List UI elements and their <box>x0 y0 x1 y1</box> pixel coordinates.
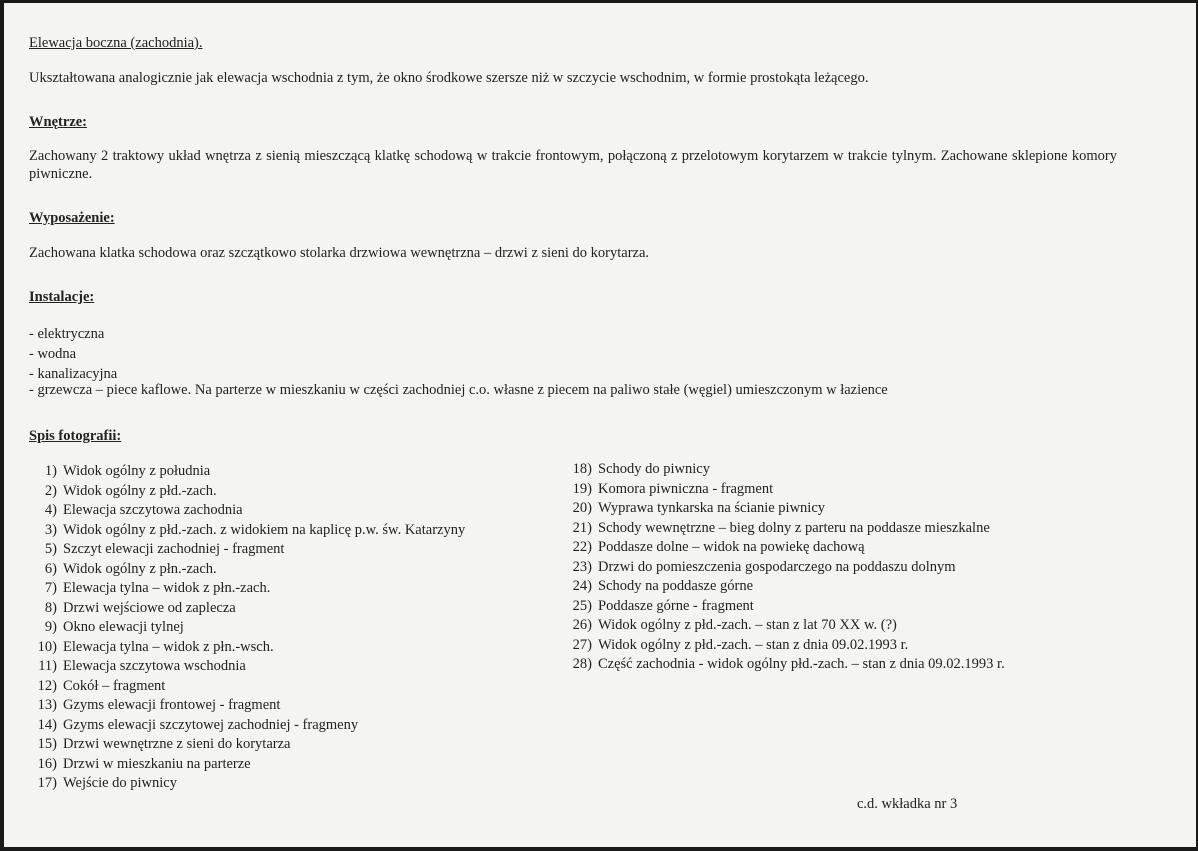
photo-list-item <box>560 480 1005 500</box>
photo-list-item <box>560 558 1005 578</box>
photo-list-item <box>30 774 465 794</box>
photo-caption: Część zachodnia - widok ogólny płd.-zach. – stan z dnia 09.02.1993 r. <box>598 656 1005 672</box>
photo-caption: Schody na poddasze górne <box>598 578 754 594</box>
photo-number: 17) <box>37 775 57 791</box>
photo-number: 22) <box>572 539 592 555</box>
photo-number: 20) <box>572 500 592 516</box>
photo-list-item <box>560 538 1005 558</box>
photo-caption: Elewacja szczytowa zachodnia <box>63 502 243 518</box>
photo-number: 27) <box>572 636 592 653</box>
photo-number: 8) <box>44 599 57 616</box>
photo-number: 25) <box>572 597 592 614</box>
installations-heading: Instalacje: <box>29 289 95 305</box>
photos-heading: Spis fotografii: <box>29 428 122 444</box>
photo-list-item <box>30 560 465 580</box>
photo-number: 15) <box>37 736 57 752</box>
photo-list-item <box>30 482 465 502</box>
photo-caption: Okno elewacji tylnej <box>63 619 184 635</box>
photo-list-item <box>560 577 1005 597</box>
photo-caption: Wejście do piwnicy <box>63 775 177 791</box>
photo-list-item <box>30 462 465 482</box>
photo-caption: Poddasze dolne – widok na powiekę dachową <box>598 539 865 555</box>
photo-caption: Elewacja szczytowa wschodnia <box>63 658 246 674</box>
photo-number: 3) <box>44 521 57 538</box>
equipment-description: Zachowana klatka schodowa oraz szczątkowo stolarka drzwiowa wewnętrzna – drzwi z sieni do korytarza. <box>29 245 650 261</box>
photo-number: 26) <box>572 617 592 633</box>
photo-number: 21) <box>572 519 592 536</box>
photo-caption: Schody do piwnicy <box>598 461 710 477</box>
photo-list-item <box>30 735 465 755</box>
interior-heading: Wnętrze: <box>29 114 87 130</box>
photo-number: 6) <box>44 560 57 577</box>
photo-number: 13) <box>37 697 57 713</box>
elevation-description: Ukształtowana analogicznie jak elewacja wschodnia z tym, że okno środkowe szersze niż w szczycie wschodnim, w formie prostokąta leżącego. <box>29 70 869 86</box>
interior-description: Zachowany 2 traktowy układ wnętrza z sienią mieszczącą klatkę schodową w trakcie frontowym, połączoną z przelotowym korytarzem w trakcie tylnym. Zachowane sklepione komory piwniczne. <box>29 148 1117 182</box>
installation-item: - elektryczna <box>29 326 105 342</box>
photo-list-item <box>560 655 1005 675</box>
equipment-heading: Wyposażenie: <box>29 210 115 226</box>
photo-caption: Szczyt elewacji zachodniej - fragment <box>63 541 285 557</box>
photo-number: 23) <box>572 558 592 575</box>
photo-number: 28) <box>572 656 592 672</box>
photo-list-item <box>30 638 465 658</box>
photo-caption: Elewacja tylna – widok z płn.-wsch. <box>63 638 274 655</box>
photo-list-item <box>560 499 1005 519</box>
photo-list-item <box>30 540 465 560</box>
photo-caption: Poddasze górne - fragment <box>598 597 754 614</box>
photo-caption: Drzwi w mieszkaniu na parterze <box>63 755 251 772</box>
photo-number: 2) <box>44 482 57 499</box>
photo-number: 11) <box>38 658 57 674</box>
photo-list-item <box>560 519 1005 539</box>
section-title: Elewacja boczna (zachodnia). <box>29 35 203 51</box>
photo-list-item <box>30 755 465 775</box>
footer-note: c.d. wkładka nr 3 <box>857 796 958 812</box>
installation-item: - kanalizacyjna <box>29 366 118 382</box>
photo-caption: Elewacja tylna – widok z płn.-zach. <box>63 580 271 596</box>
photo-caption: Drzwi wewnętrzne z sieni do korytarza <box>63 736 291 752</box>
photo-number: 12) <box>37 677 57 694</box>
photo-caption: Gzyms elewacji frontowej - fragment <box>63 697 281 713</box>
photo-number: 4) <box>44 502 57 518</box>
photo-caption: Widok ogólny z południa <box>63 463 211 479</box>
installation-item: - wodna <box>29 346 77 362</box>
photo-number: 19) <box>572 480 592 497</box>
photo-caption: Wyprawa tynkarska na ścianie piwnicy <box>598 500 826 516</box>
photo-list-item <box>30 618 465 638</box>
photo-list-item <box>560 636 1005 656</box>
photo-list-item <box>30 716 465 736</box>
photo-number: 24) <box>572 578 592 594</box>
photo-caption: Drzwi do pomieszczenia gospodarczego na poddaszu dolnym <box>598 558 956 575</box>
photo-list-item <box>30 501 465 521</box>
photo-caption: Drzwi wejściowe od zaplecza <box>63 599 236 616</box>
photo-list-item <box>30 521 465 541</box>
photo-caption: Komora piwniczna - fragment <box>598 480 774 497</box>
photo-number: 7) <box>44 580 57 596</box>
photo-list-item <box>30 657 465 677</box>
photo-list-item <box>30 579 465 599</box>
photo-number: 16) <box>37 755 57 772</box>
photo-number: 10) <box>37 638 57 655</box>
photo-list-item <box>560 460 1005 480</box>
photo-caption: Cokół – fragment <box>63 677 166 694</box>
photo-number: 5) <box>44 541 57 557</box>
photo-caption: Gzyms elewacji szczytowej zachodniej - fragmeny <box>63 716 359 733</box>
photo-caption: Widok ogólny z płd.-zach. – stan z dnia 09.02.1993 r. <box>598 636 909 653</box>
photo-caption: Schody wewnętrzne – bieg dolny z parteru na poddasze mieszkalne <box>598 519 990 536</box>
photo-number: 14) <box>37 716 57 733</box>
photo-caption: Widok ogólny z płd.-zach. z widokiem na kaplicę p.w. św. Katarzyny <box>63 521 466 538</box>
photo-number: 18) <box>572 461 592 477</box>
photo-caption: Widok ogólny z płd.-zach. – stan z lat 70 XX w. (?) <box>598 617 897 633</box>
installation-item: - grzewcza – piece kaflowe. Na parterze w mieszkaniu w części zachodniej c.o. własne z piecem na paliwo stałe (węgiel) umieszczonym w łazience <box>29 382 888 398</box>
photo-list-item <box>560 597 1005 617</box>
photo-list-left <box>30 462 465 794</box>
photo-caption: Widok ogólny z płn.-zach. <box>63 560 217 577</box>
photo-list-right <box>560 460 1005 675</box>
document-page <box>4 3 1196 847</box>
photo-caption: Widok ogólny z płd.-zach. <box>63 482 217 499</box>
photo-number: 1) <box>44 463 57 479</box>
photo-list-item <box>30 599 465 619</box>
photo-list-item <box>30 696 465 716</box>
photo-list-item <box>560 616 1005 636</box>
photo-list-item <box>30 677 465 697</box>
photo-number: 9) <box>44 619 57 635</box>
